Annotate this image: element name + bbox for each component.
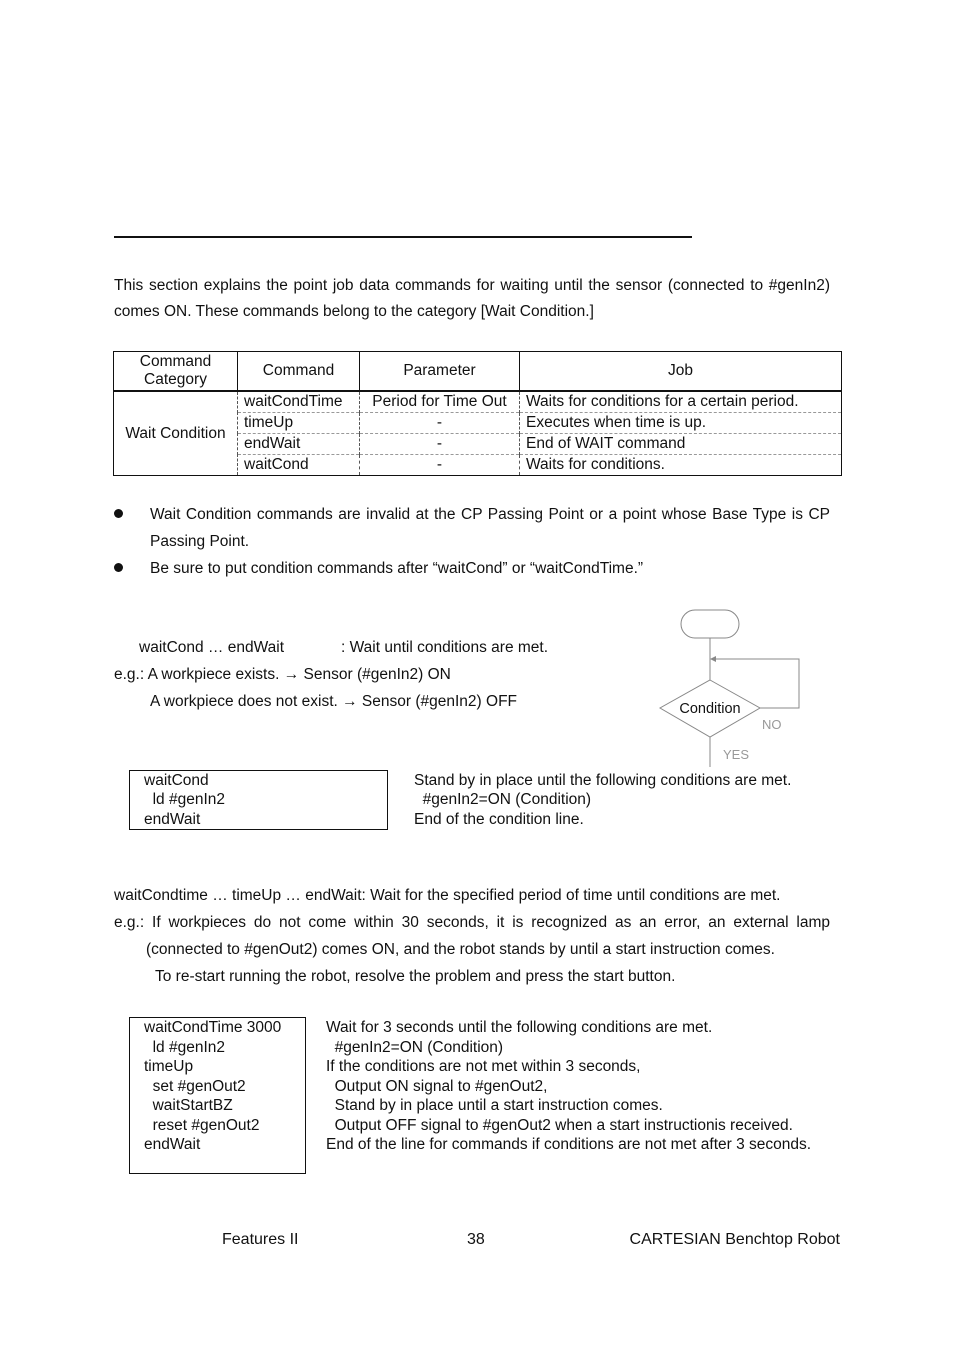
parameter-cell: Period for Time Out — [360, 391, 520, 413]
explanation-line: #genIn2=ON (Condition) — [326, 1039, 504, 1056]
example2-eg-line3: To re-start running the robot, resolve the problem and press the start button. — [155, 968, 676, 985]
example2-eg-line1: e.g.: If workpieces do not come within 30 seconds, it is recognized as an error, an external lamp — [114, 914, 830, 931]
explanation-line: #genIn2=ON (Condition) — [414, 791, 592, 808]
code-line: endWait — [144, 1136, 201, 1153]
command-cell: waitCond — [238, 455, 360, 476]
job-cell: Executes when time is up. — [520, 413, 842, 434]
code-line: waitStartBZ — [144, 1097, 233, 1114]
bullet-icon — [114, 509, 123, 518]
footer-left: Features II — [222, 1231, 299, 1248]
command-cell: waitCondTime — [238, 391, 360, 413]
flow-no-label: NO — [762, 717, 782, 732]
example1-eg-line1: e.g.: A workpiece exists. → Sensor (#genIn2) ON — [114, 666, 451, 683]
wait-flowchart — [655, 605, 815, 770]
header-parameter: Parameter — [360, 352, 520, 392]
command-cell: timeUp — [238, 413, 360, 434]
header-job: Job — [520, 352, 842, 392]
table-header-row — [114, 352, 842, 392]
explanation-line: End of the condition line. — [414, 811, 584, 828]
bullet-icon — [114, 563, 123, 572]
page-number: 38 — [467, 1231, 485, 1248]
table-row — [114, 391, 842, 413]
code-line: waitCond — [144, 772, 209, 789]
code-line: waitCondTime 3000 — [144, 1019, 282, 1036]
explanation-line: Wait for 3 seconds until the following conditions are met. — [326, 1019, 713, 1036]
explanation-line: Output OFF signal to #genOut2 when a start instructionis received. — [326, 1117, 793, 1134]
parameter-cell: - — [360, 413, 520, 434]
section-rule — [114, 236, 692, 238]
example2-eg-line2: (connected to #genOut2) comes ON, and the robot stands by until a start instruction comes. — [146, 941, 775, 958]
explanation-line: End of the line for commands if conditions are not met after 3 seconds. — [326, 1136, 812, 1153]
explanation-line: Output ON signal to #genOut2, — [326, 1078, 548, 1095]
example1-eg-line2: A workpiece does not exist. → Sensor (#genIn2) OFF — [150, 693, 518, 710]
job-cell: Waits for conditions. — [520, 455, 842, 476]
example1-description: : Wait until conditions are met. — [341, 639, 549, 656]
category-cell: Wait Condition — [114, 391, 238, 476]
flow-arrow-icon — [710, 656, 716, 662]
flow-start-terminal — [681, 610, 739, 638]
flow-yes-label: YES — [723, 747, 750, 762]
code-line: reset #genOut2 — [144, 1117, 260, 1134]
footer-right: CARTESIAN Benchtop Robot — [629, 1231, 840, 1248]
note-item: Be sure to put condition commands after “waitCond” or “waitCondTime.” — [150, 560, 644, 577]
flow-condition-label: Condition — [679, 701, 741, 717]
job-cell: End of WAIT command — [520, 434, 842, 455]
explanation-line: If the conditions are not met within 3 seconds, — [326, 1058, 641, 1075]
code-line: set #genOut2 — [144, 1078, 246, 1095]
note-item: Wait Condition commands are invalid at the CP Passing Point or a point whose Base Type is CP Passing Point. — [150, 506, 830, 550]
example1-syntax: waitCond … endWait — [139, 639, 285, 656]
intro-paragraph: This section explains the point job data commands for waiting until the sensor (connected to #genIn2) comes ON. These commands belong to the category [Wait Condition.] — [114, 277, 830, 320]
explanation-line: Stand by in place until a start instruction comes. — [326, 1097, 663, 1114]
job-cell: Waits for conditions for a certain period. — [520, 391, 842, 413]
example2-syntax: waitCondtime … timeUp … endWait: Wait for the specified period of time until conditions are met. — [114, 887, 781, 904]
command-table — [113, 351, 842, 476]
code-line: ld #genIn2 — [144, 791, 226, 808]
header-command-category: Command Category — [114, 352, 238, 392]
command-cell: endWait — [238, 434, 360, 455]
header-command: Command — [238, 352, 360, 392]
code-line: ld #genIn2 — [144, 1039, 226, 1056]
parameter-cell: - — [360, 434, 520, 455]
code-line: timeUp — [144, 1058, 194, 1075]
parameter-cell: - — [360, 455, 520, 476]
explanation-line: Stand by in place until the following conditions are met. — [414, 772, 792, 789]
code-line: endWait — [144, 811, 201, 828]
